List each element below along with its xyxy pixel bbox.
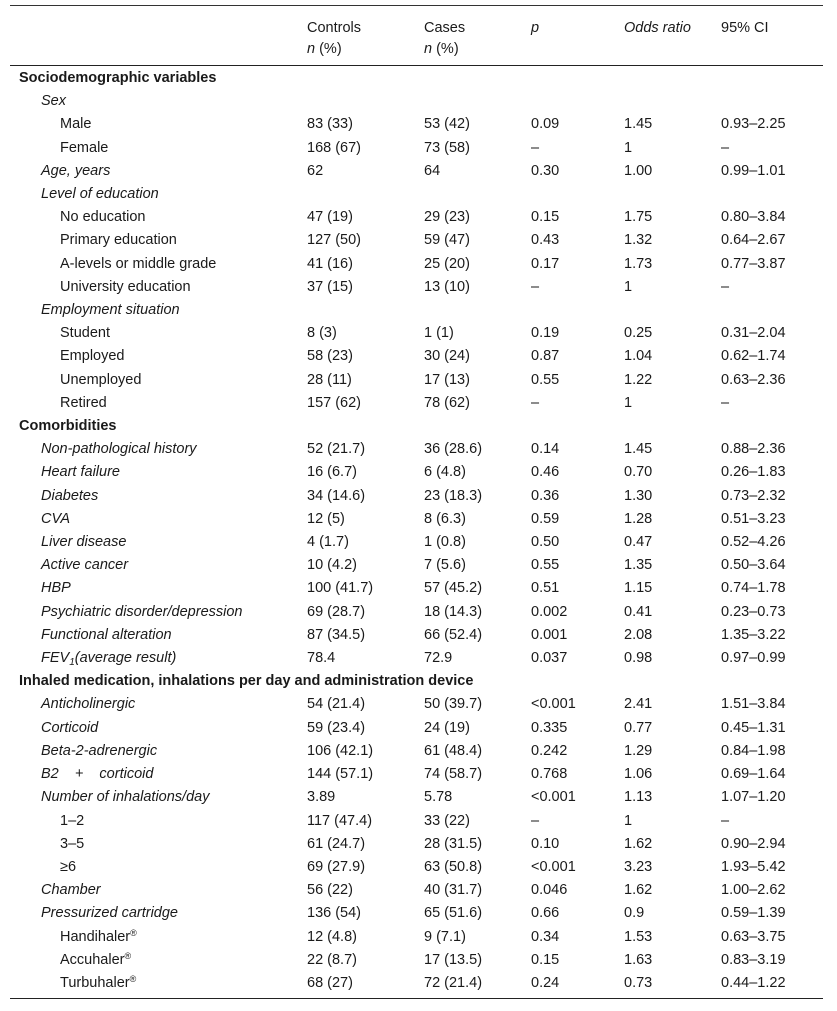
cell-or: 1.29 (624, 742, 653, 759)
cell-ci: 0.88–2.36 (721, 441, 786, 458)
row-label: Accuhaler® (60, 950, 132, 968)
table-row (10, 740, 823, 763)
section-row (10, 415, 823, 438)
cell-or: 1.30 (624, 487, 653, 504)
row-label: Turbuhaler® (60, 973, 137, 991)
table-row (10, 717, 823, 740)
cell-or: 1.00 (624, 162, 653, 179)
cell-cases: 24 (19) (424, 719, 470, 736)
cell-cases: 50 (39.7) (424, 696, 483, 713)
cell-or: 1.13 (624, 789, 653, 806)
cell-p: 0.046 (531, 882, 568, 899)
cell-or: 2.08 (624, 626, 653, 643)
cell-cases: 28 (31.5) (424, 835, 483, 852)
cell-controls: 4 (1.7) (307, 534, 349, 551)
cell-p (531, 183, 624, 206)
cell-cases: 63 (50.8) (424, 858, 483, 875)
row-label: Pressurized cartridge (41, 905, 178, 922)
cell-controls: 47 (19) (307, 209, 353, 226)
table-row (10, 508, 823, 531)
cell-controls: 69 (27.9) (307, 858, 366, 875)
cell-cases: 9 (7.1) (424, 928, 466, 945)
table-row (10, 299, 823, 322)
header-cases-label: Cases (424, 20, 466, 36)
row-label: Unemployed (60, 371, 142, 388)
cell-or: 1 (624, 394, 633, 411)
cell-or: 1 (624, 278, 633, 295)
cell-ci: – (721, 278, 730, 295)
cell-cases: 61 (48.4) (424, 742, 483, 759)
table-row (10, 206, 823, 229)
cell-or: 0.47 (624, 534, 653, 551)
cell-or: 1.04 (624, 348, 653, 365)
cell-controls: 87 (34.5) (307, 626, 366, 643)
header-rule (10, 65, 823, 66)
cell-or: 0.25 (624, 325, 653, 342)
cell-or: 1.32 (624, 232, 653, 249)
row-label: 1–2 (60, 812, 85, 829)
cell-cases: 8 (6.3) (424, 510, 466, 527)
table-row (10, 601, 823, 624)
cell-or (624, 183, 721, 206)
cell-controls: 52 (21.7) (307, 441, 366, 458)
cell-cases: 29 (23) (424, 209, 470, 226)
cell-p: 0.87 (531, 348, 560, 365)
row-label: Non-pathological history (41, 441, 197, 458)
table-row (10, 833, 823, 856)
cell-ci: 0.63–2.36 (721, 371, 786, 388)
cell-p: 0.037 (531, 650, 568, 667)
cell-p: 0.242 (531, 742, 568, 759)
row-label: Primary education (60, 232, 177, 249)
cell-p: 0.335 (531, 719, 568, 736)
cell-p: 0.30 (531, 162, 560, 179)
cell-ci: 1.35–3.22 (721, 626, 786, 643)
cell-controls: 10 (4.2) (307, 557, 357, 574)
cell-p: 0.36 (531, 487, 560, 504)
cell-cases: 73 (58) (424, 139, 470, 156)
cell-cases: 64 (424, 162, 441, 179)
cell-cases: 72.9 (424, 650, 453, 667)
cell-ci: 0.31–2.04 (721, 325, 786, 342)
cell-p: 0.19 (531, 325, 560, 342)
row-label: 3–5 (60, 835, 85, 852)
table-row (10, 926, 823, 949)
table-row (10, 345, 823, 368)
table-row (10, 392, 823, 415)
cell-cases: 1 (0.8) (424, 534, 466, 551)
row-label: ≥6 (60, 858, 77, 875)
cell-controls: 22 (8.7) (307, 951, 357, 968)
cell-cases: 6 (4.8) (424, 464, 466, 481)
cell-controls: 136 (54) (307, 905, 362, 922)
cell-ci: 0.23–0.73 (721, 603, 786, 620)
row-label: Liver disease (41, 534, 127, 551)
row-label: Handihaler® (60, 927, 137, 945)
cell-p: <0.001 (531, 858, 576, 875)
cell-cases: 1 (1) (424, 325, 454, 342)
table-row (10, 461, 823, 484)
table-row (10, 763, 823, 786)
cell-or: 1.63 (624, 951, 653, 968)
row-label: Active cancer (41, 557, 129, 574)
cell-or: 1.45 (624, 441, 653, 458)
cell-ci: 0.64–2.67 (721, 232, 786, 249)
table-row (10, 253, 823, 276)
cell-ci: 0.52–4.26 (721, 534, 786, 551)
row-label: Sex (41, 93, 66, 110)
table-header (0, 18, 837, 62)
row-label: B2 + corticoid (41, 766, 154, 783)
cell-or (624, 90, 721, 113)
section-row (10, 670, 823, 693)
header-ci: 95% CI (721, 20, 769, 36)
table-top-rule (10, 5, 823, 6)
cell-p: 0.34 (531, 928, 560, 945)
cell-or: 1.45 (624, 116, 653, 133)
header-cases (424, 18, 465, 60)
row-label: Anticholinergic (41, 696, 136, 713)
cell-controls: 106 (42.1) (307, 742, 374, 759)
row-label: CVA (41, 510, 71, 527)
cell-ci: 0.99–1.01 (721, 162, 786, 179)
cell-controls: 8 (3) (307, 325, 337, 342)
cell-p: – (531, 139, 540, 156)
row-label: Employed (60, 348, 125, 365)
cell-controls (307, 183, 424, 206)
cell-ci (721, 183, 823, 206)
cell-p: – (531, 278, 540, 295)
cell-cases: 30 (24) (424, 348, 470, 365)
cell-controls: 61 (24.7) (307, 835, 366, 852)
table-row (10, 577, 823, 600)
row-label: Chamber (41, 882, 101, 899)
cell-ci: – (721, 812, 730, 829)
cell-ci: 1.00–2.62 (721, 882, 786, 899)
table-row (10, 276, 823, 299)
table-row (10, 786, 823, 809)
cell-controls: 100 (41.7) (307, 580, 374, 597)
table-row (10, 531, 823, 554)
cell-or: 1.53 (624, 928, 653, 945)
table-row (10, 972, 823, 995)
cell-controls: 37 (15) (307, 278, 353, 295)
cell-or: 0.70 (624, 464, 653, 481)
header-cases-npct: n (%) (424, 41, 459, 57)
cell-or: 1.35 (624, 557, 653, 574)
cell-or: 3.23 (624, 858, 653, 875)
table-row (10, 879, 823, 902)
row-label: No education (60, 209, 146, 226)
cell-or: 1.06 (624, 766, 653, 783)
cell-cases (424, 299, 531, 322)
table-row (10, 949, 823, 972)
cell-ci: 0.63–3.75 (721, 928, 786, 945)
table-row (10, 160, 823, 183)
cell-p: <0.001 (531, 789, 576, 806)
cell-or: 1.62 (624, 882, 653, 899)
header-p: p (531, 20, 540, 36)
cell-cases: 23 (18.3) (424, 487, 483, 504)
table-row (10, 229, 823, 252)
cell-cases: 17 (13.5) (424, 951, 483, 968)
cell-or: 1 (624, 812, 633, 829)
cell-p: 0.001 (531, 626, 568, 643)
cell-ci: 0.83–3.19 (721, 951, 786, 968)
header-controls-npct: n (%) (307, 41, 342, 57)
cell-cases: 66 (52.4) (424, 626, 483, 643)
cell-ci: 0.62–1.74 (721, 348, 786, 365)
row-label: Level of education (41, 186, 159, 203)
cell-ci (721, 90, 823, 113)
row-label: University education (60, 278, 191, 295)
table-row (10, 369, 823, 392)
cell-ci: 0.26–1.83 (721, 464, 786, 481)
cell-p (531, 299, 624, 322)
cell-cases: 57 (45.2) (424, 580, 483, 597)
cell-controls: 58 (23) (307, 348, 353, 365)
cell-p: 0.002 (531, 603, 568, 620)
table-row (10, 856, 823, 879)
cell-ci: 0.77–3.87 (721, 255, 786, 272)
cell-p: 0.55 (531, 371, 560, 388)
row-label: A-levels or middle grade (60, 255, 217, 272)
cell-or: 1.15 (624, 580, 653, 597)
row-label: Comorbidities (19, 418, 117, 435)
section-row (10, 67, 823, 90)
table-row (10, 554, 823, 577)
cell-ci: 1.51–3.84 (721, 696, 786, 713)
cell-controls: 78.4 (307, 650, 336, 667)
cell-or: 0.41 (624, 603, 653, 620)
cell-controls: 144 (57.1) (307, 766, 374, 783)
cell-controls: 28 (11) (307, 371, 352, 388)
data-table (10, 67, 823, 995)
table-row (10, 693, 823, 716)
header-odds-ratio: Odds ratio (624, 20, 691, 36)
row-label: Heart failure (41, 464, 120, 481)
cell-ci (721, 299, 823, 322)
cell-p: 0.59 (531, 510, 560, 527)
cell-p: – (531, 812, 540, 829)
cell-cases: 25 (20) (424, 255, 470, 272)
row-label: Corticoid (41, 719, 99, 736)
cell-cases: 7 (5.6) (424, 557, 466, 574)
row-label: Sociodemographic variables (19, 70, 217, 86)
cell-ci: 0.45–1.31 (721, 719, 786, 736)
table-row (10, 90, 823, 113)
table-row (10, 183, 823, 206)
cell-or: 1.75 (624, 209, 653, 226)
cell-cases: 36 (28.6) (424, 441, 483, 458)
cell-cases: 53 (42) (424, 116, 470, 133)
cell-p: 0.50 (531, 534, 560, 551)
cell-p: 0.24 (531, 974, 560, 991)
cell-ci: – (721, 139, 730, 156)
cell-p: 0.14 (531, 441, 560, 458)
row-label: Beta-2-adrenergic (41, 742, 158, 759)
cell-controls: 117 (47.4) (307, 812, 373, 829)
cell-ci: 0.93–2.25 (721, 116, 786, 133)
cell-cases: 40 (31.7) (424, 882, 483, 899)
cell-ci: 1.93–5.42 (721, 858, 786, 875)
cell-controls: 41 (16) (307, 255, 353, 272)
cell-ci: 0.74–1.78 (721, 580, 786, 597)
cell-p: <0.001 (531, 696, 576, 713)
cell-cases: 78 (62) (424, 394, 470, 411)
cell-p (531, 90, 624, 113)
cell-p: 0.10 (531, 835, 560, 852)
row-label: Psychiatric disorder/depression (41, 603, 243, 620)
cell-or (624, 299, 721, 322)
cell-cases: 17 (13) (424, 371, 470, 388)
table-row (10, 485, 823, 508)
cell-or: 0.98 (624, 650, 653, 667)
table-row (10, 902, 823, 925)
cell-controls: 69 (28.7) (307, 603, 366, 620)
cell-p: 0.55 (531, 557, 560, 574)
cell-controls: 62 (307, 162, 324, 179)
cell-ci: 0.90–2.94 (721, 835, 786, 852)
cell-ci: 0.59–1.39 (721, 905, 786, 922)
table-row (10, 647, 823, 670)
cell-cases (424, 183, 531, 206)
cell-controls: 59 (23.4) (307, 719, 366, 736)
cell-p: 0.09 (531, 116, 560, 133)
table-row (10, 438, 823, 461)
cell-cases: 59 (47) (424, 232, 470, 249)
cell-controls: 12 (5) (307, 510, 345, 527)
row-label: Employment situation (41, 302, 180, 319)
row-label: Age, years (41, 162, 111, 179)
cell-controls: 16 (6.7) (307, 464, 357, 481)
row-label: Inhaled medication, inhalations per day and administration device (19, 673, 474, 690)
cell-cases: 18 (14.3) (424, 603, 483, 620)
table-row (10, 624, 823, 647)
cell-controls (307, 90, 424, 113)
cell-or: 1.28 (624, 510, 653, 527)
cell-or: 1.73 (624, 255, 653, 272)
row-label: Diabetes (41, 487, 99, 504)
cell-ci: 0.69–1.64 (721, 766, 786, 783)
cell-or: 0.9 (624, 905, 645, 922)
cell-controls: 56 (22) (307, 882, 353, 899)
cell-ci: 0.50–3.64 (721, 557, 786, 574)
cell-cases: 5.78 (424, 789, 453, 806)
cell-cases (424, 90, 531, 113)
cell-or: 0.77 (624, 719, 653, 736)
cell-controls: 68 (27) (307, 974, 353, 991)
cell-cases: 33 (22) (424, 812, 470, 829)
cell-ci: 0.80–3.84 (721, 209, 786, 226)
table-row (10, 113, 823, 136)
table-body (10, 67, 823, 995)
cell-p: 0.43 (531, 232, 560, 249)
cell-cases: 74 (58.7) (424, 766, 483, 783)
cell-ci: 0.44–1.22 (721, 974, 786, 991)
cell-or: 2.41 (624, 696, 653, 713)
cell-controls: 168 (67) (307, 139, 362, 156)
row-label: Male (60, 116, 92, 133)
cell-p: 0.17 (531, 255, 560, 272)
row-label: Female (60, 139, 109, 156)
cell-ci: 0.84–1.98 (721, 742, 786, 759)
cell-ci: 1.07–1.20 (721, 789, 786, 806)
header-controls-label: Controls (307, 20, 361, 36)
cell-or: 1 (624, 139, 633, 156)
cell-or: 1.62 (624, 835, 653, 852)
cell-p: 0.46 (531, 464, 560, 481)
cell-p: 0.15 (531, 209, 560, 226)
cell-p: 0.15 (531, 951, 560, 968)
cell-p: 0.768 (531, 766, 568, 783)
row-label: $FEV_1(average$ result) (41, 650, 177, 669)
row-label: Student (60, 325, 110, 342)
row-label: Number of inhalations/day (41, 789, 210, 806)
cell-ci: 0.97–0.99 (721, 650, 786, 667)
cell-controls (307, 299, 424, 322)
table-row (10, 322, 823, 345)
table-bottom-rule (10, 998, 823, 999)
cell-p: 0.51 (531, 580, 560, 597)
cell-controls: 83 (33) (307, 116, 353, 133)
cell-ci: – (721, 394, 730, 411)
cell-cases: 72 (21.4) (424, 974, 483, 991)
header-controls (307, 18, 361, 60)
cell-controls: 12 (4.8) (307, 928, 357, 945)
cell-ci: 0.73–2.32 (721, 487, 786, 504)
row-label: Retired (60, 394, 107, 411)
cell-or: 1.22 (624, 371, 653, 388)
cell-controls: 3.89 (307, 789, 336, 806)
cell-p: 0.66 (531, 905, 560, 922)
cell-controls: 127 (50) (307, 232, 362, 249)
table-row (10, 137, 823, 160)
cell-or: 0.73 (624, 974, 653, 991)
table-row (10, 810, 823, 833)
cell-cases: 13 (10) (424, 278, 470, 295)
cell-controls: 54 (21.4) (307, 696, 366, 713)
cell-ci: 0.51–3.23 (721, 510, 786, 527)
cell-p: – (531, 394, 540, 411)
row-label: Functional alteration (41, 626, 172, 643)
cell-controls: 34 (14.6) (307, 487, 366, 504)
row-label: HBP (41, 580, 71, 597)
cell-controls: 157 (62) (307, 394, 362, 411)
cell-cases: 65 (51.6) (424, 905, 483, 922)
